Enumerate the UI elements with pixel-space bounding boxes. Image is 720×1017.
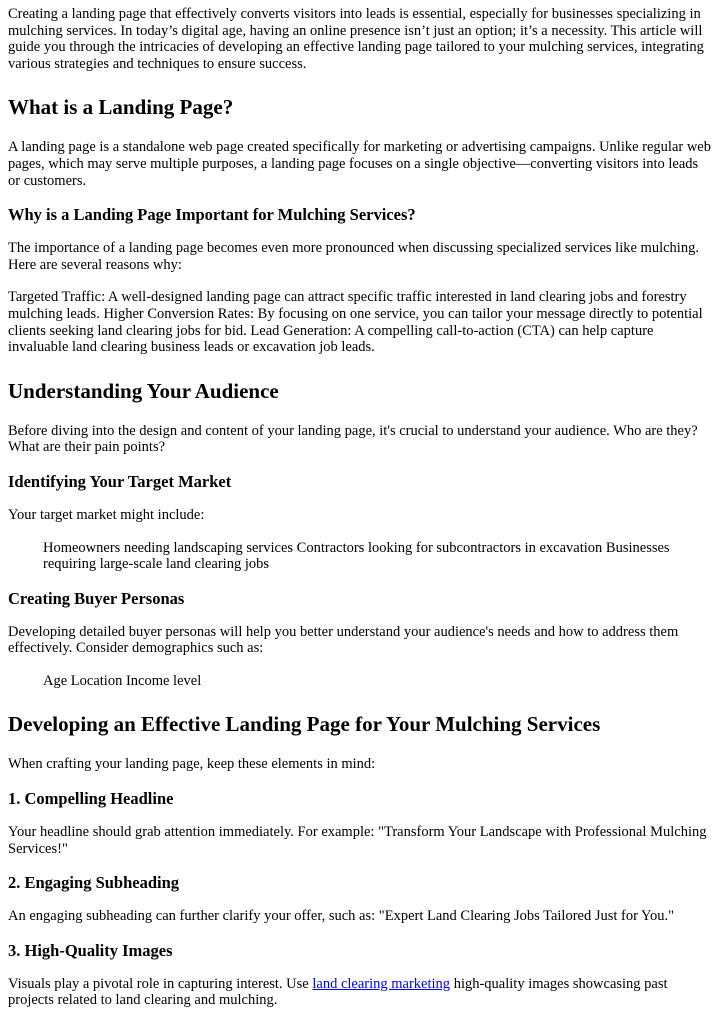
heading-engaging-subheading: 2. Engaging Subheading	[8, 873, 180, 893]
heading-understanding-audience: Understanding Your Audience	[8, 378, 279, 403]
target-market-paragraph: Your target market might include:	[8, 506, 205, 523]
audience-paragraph: Before diving into the design and content of your landing page, it's crucial to understand your audience. Who are they? What are their pain points?	[8, 422, 698, 456]
heading-target-market: Identifying Your Target Market	[8, 471, 232, 491]
images-text-after: high-quality images showcasing past projects related to land clearing and mulching.	[8, 975, 668, 1009]
intro-paragraph: Creating a landing page that effectively converts visitors into leads is essential, especially for businesses specializing in mulching services. In today’s digital age, having an online presence isn’t just an option; it’s a necessity. This article will guide you through the intricacies of developing an effective landing page tailored to your mulching services, integrating various strategies and techniques to ensure success.	[8, 6, 704, 72]
reasons-paragraph: Targeted Traffic: A well-designed landing page can attract specific traffic interested in land clearing jobs and forestry mulching leads. Higher Conversion Rates: By focusing on one service, you can tailor your message directly to potential clients seeking land clearing jobs for bid. Lead Generation: A compelling call-to-action (CTA) can help capture invaluable land clearing business leads or excavation job leads.	[8, 289, 703, 356]
personas-paragraph: Developing detailed buyer personas will help you better understand your audience's needs and how to address them effectively. Consider demographics such as:	[8, 623, 679, 657]
heading-developing-landing-page: Developing an Effective Landing Page for Your Mulching Services	[8, 712, 601, 737]
target-market-list: Homeowners needing landscaping services Contractors looking for subcontractors in excavation Businesses requiring large-scale land clearing jobs	[43, 539, 670, 573]
personas-list: Age Location Income level	[43, 672, 202, 689]
heading-compelling-headline: 1. Compelling Headline	[8, 789, 174, 809]
why-important-paragraph: The importance of a landing page becomes even more pronounced when discussing specialized services like mulching. Here are several reasons why:	[8, 240, 699, 273]
heading-why-important: Why is a Landing Page Important for Mulching Services?	[8, 205, 416, 225]
headline-paragraph: Your headline should grab attention immediately. For example: "Transform Your Landscape with Professional Mulching Services!"	[8, 824, 707, 857]
heading-what-is-landing-page: What is a Landing Page?	[8, 95, 234, 120]
images-paragraph	[8, 976, 712, 1009]
land-clearing-marketing-link[interactable]: land clearing marketing	[312, 975, 451, 992]
heading-buyer-personas: Creating Buyer Personas	[8, 588, 185, 608]
heading-high-quality-images: 3. High-Quality Images	[8, 940, 173, 960]
what-is-paragraph: A landing page is a standalone web page created specifically for marketing or advertising campaigns. Unlike regular web pages, which may serve multiple purposes, a landing page focuses on a single objective—converting visitors into leads or customers.	[8, 139, 711, 189]
subheading-paragraph: An engaging subheading can further clarify your offer, such as: "Expert Land Clearing Jobs Tailored Just for You."	[8, 908, 675, 925]
images-text-before: Visuals play a pivotal role in capturing interest. Use	[8, 975, 313, 992]
developing-paragraph: When crafting your landing page, keep these elements in mind:	[8, 756, 376, 773]
